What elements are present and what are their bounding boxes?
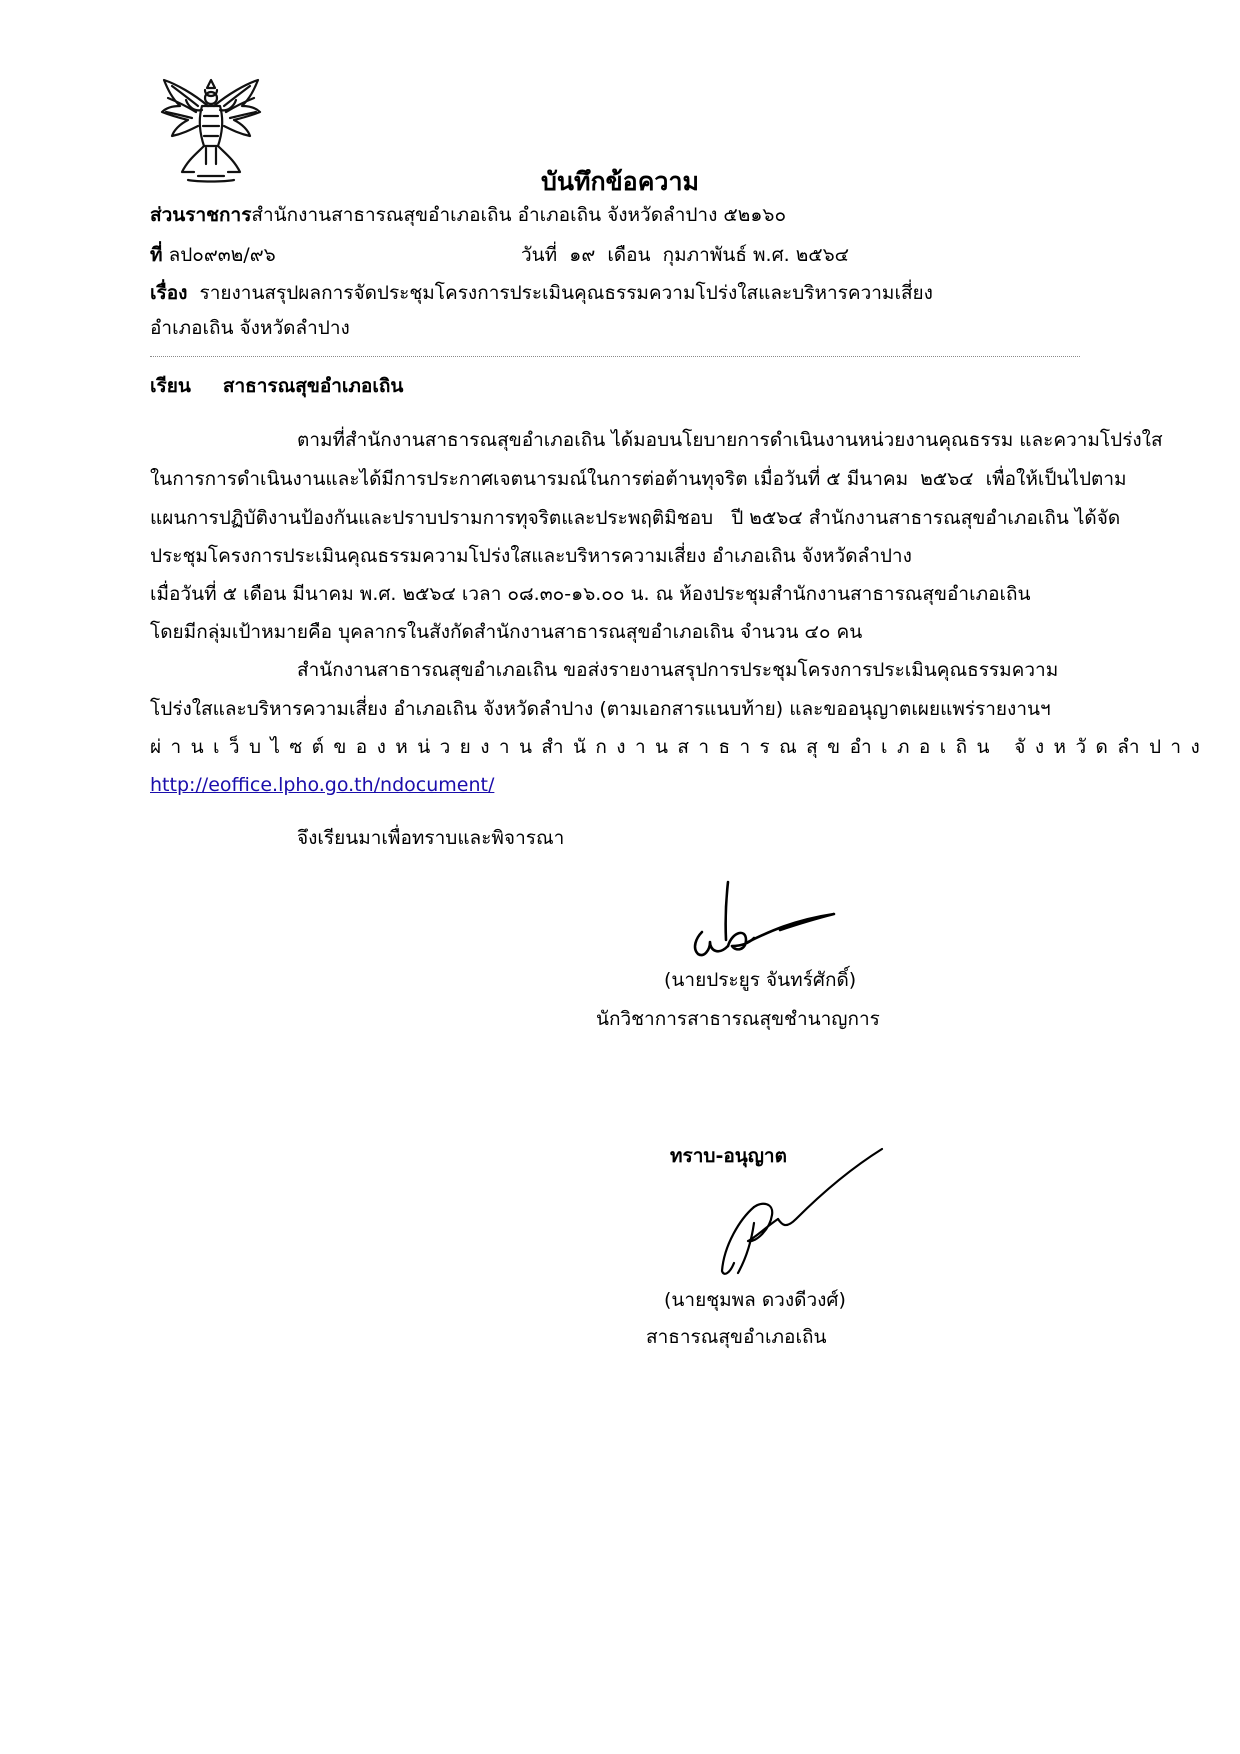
approval-label: ทราบ-อนุญาต	[670, 1145, 787, 1167]
body-p2-line2: โปร่งใสและบริหารความเสี่ยง อำเภอเถิน จังหวัดลำปาง (ตามเอกสารแนบท้าย) และขออนุญาตเผยแพร่รายงานฯ	[150, 698, 1051, 720]
document-title: บันทึกข้อความ	[541, 167, 699, 196]
approver-position: สาธารณสุขอำเภอเถิน	[646, 1326, 827, 1348]
document-link[interactable]: http://eoffice.lpho.go.th/ndocument/	[150, 774, 495, 796]
to-label: เรียน	[150, 375, 191, 397]
header-divider	[150, 356, 1080, 357]
agency-line	[150, 203, 786, 227]
signature-1-icon	[688, 880, 838, 962]
signature-2-icon	[700, 1145, 890, 1285]
body-p1-line1: ตามที่สำนักงานสาธารณสุขอำเภอเถิน ได้มอบนโยบายการดำเนินงานหน่วยงานคุณธรรม และความโปร่งใส	[297, 429, 1163, 451]
ref-label: ที่	[150, 244, 163, 266]
subject-text-line1: รายงานสรุปผลการจัดประชุมโครงการประเมินคุณธรรมความโปร่งใสและบริหารความเสี่ยง	[199, 282, 933, 304]
to-value: สาธารณสุขอำเภอเถิน	[222, 375, 404, 397]
signer1-position: นักวิชาการสาธารณสุขชำนาญการ	[596, 1008, 880, 1030]
body-p1-line2: ในการการดำเนินงานและได้มีการประกาศเจตนารมณ์ในการต่อต้านทุจริต เมื่อวันที่ ๕ มีนาคม ๒๕๖๔ เพื่อให้เป็นไปตาม	[150, 468, 1127, 490]
body-p1-line4: ประชุมโครงการประเมินคุณธรรมความโปร่งใสและบริหารความเสี่ยง อำเภอเถิน จังหวัดลำปาง	[150, 545, 912, 567]
body-p2-line1: สำนักงานสาธารณสุขอำเภอเถิน ขอส่งรายงานสรุปการประชุมโครงการประเมินคุณธรรมความ	[297, 659, 1059, 681]
subject-label: เรื่อง	[150, 282, 188, 304]
agency-value: สำนักงานสาธารณสุขอำเภอเถิน อำเภอเถิน จังหวัดลำปาง ๕๒๑๖๐	[251, 204, 787, 226]
date-text: วันที่ ๑๙ เดือน กุมภาพันธ์ พ.ศ. ๒๕๖๔	[521, 244, 850, 266]
body-p1-line3: แผนการปฏิบัติงานป้องกันและปราบปรามการทุจริตและประพฤติมิชอบ ปี ๒๕๖๔ สำนักงานสาธารณสุขอำเภอเถิน ได้จัด	[150, 507, 1121, 529]
ref-line	[150, 243, 276, 267]
closing-text: จึงเรียนมาเพื่อทราบและพิจารณา	[297, 827, 565, 849]
body-p2-line3: ผ่านเว็บไซต์ของหน่วยงานสำนักงานสาธารณสุขอำเภอเถิน จังหวัดลำปาง	[150, 736, 1210, 758]
body-p1-line6: โดยมีกลุ่มเป้าหมายคือ บุคลากรในสังกัดสำนักงานสาธารณสุขอำเภอเถิน จำนวน ๔๐ คน	[150, 621, 863, 643]
signer1-name: (นายประยูร จันทร์ศักดิ์)	[664, 969, 857, 991]
subject-line	[150, 281, 933, 305]
agency-label: ส่วนราชการ	[150, 204, 252, 226]
to-line	[150, 374, 403, 398]
approver-name: (นายชุมพล ดวงดีวงศ์)	[664, 1289, 846, 1311]
body-p1-line5: เมื่อวันที่ ๕ เดือน มีนาคม พ.ศ. ๒๕๖๔ เวลา ๐๘.๓๐-๑๖.๐๐ น. ณ ห้องประชุมสำนักงานสาธารณสุขอำเภอเถิน	[150, 583, 1031, 605]
ref-value: ลป๐๙๓๒/๙๖	[168, 244, 276, 266]
subject-text-line2: อำเภอเถิน จังหวัดลำปาง	[150, 317, 350, 339]
